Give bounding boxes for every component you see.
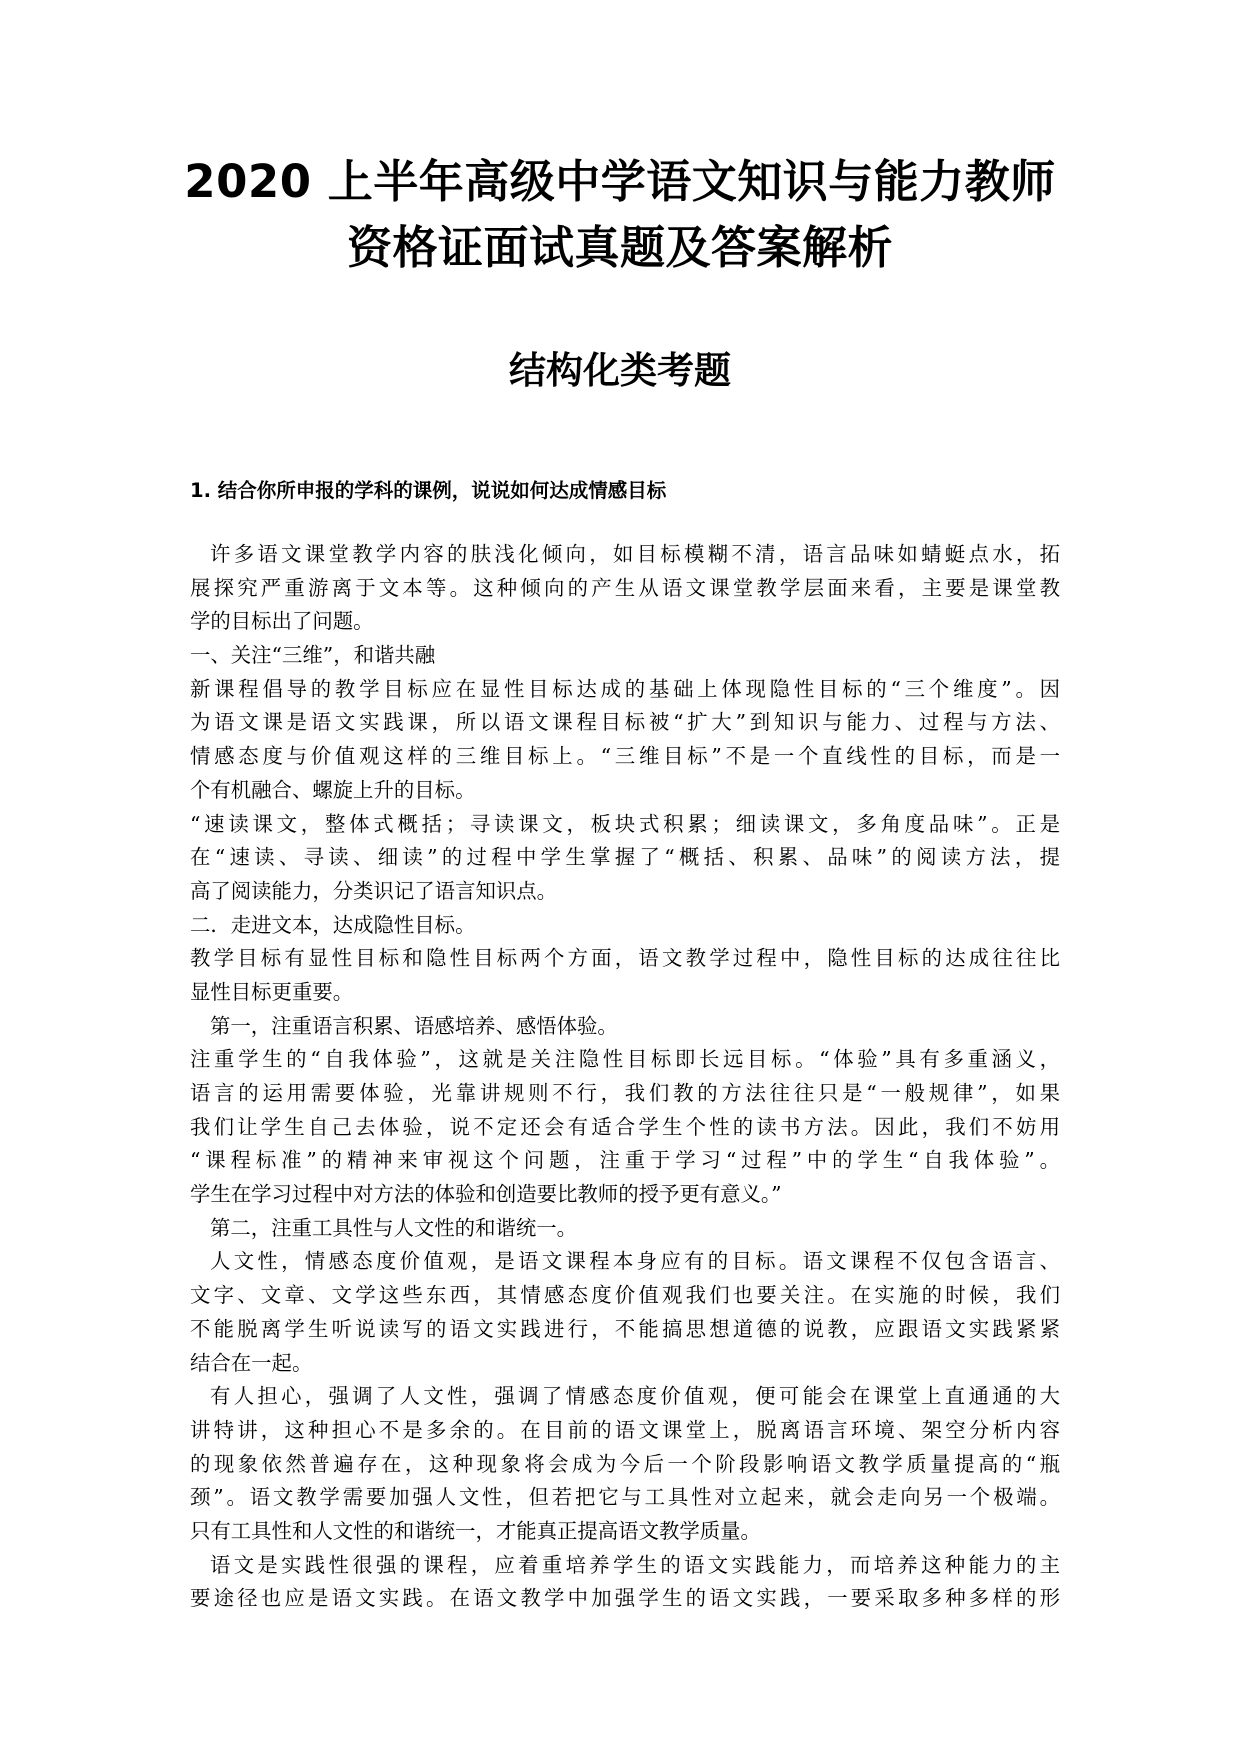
body-line: 语言的运用需要体验，光靠讲规则不行，我们教的方法往往只是“一般规律”，如果 bbox=[190, 1081, 1060, 1105]
body-line: 高了阅读能力，分类识记了语言知识点。 bbox=[190, 878, 558, 903]
body-line: 我们让学生自己去体验，说不定还会有适合学生个性的读书方法。因此，我们不妨用 bbox=[190, 1114, 1060, 1139]
body-line: 语文是实践性很强的课程，应着重培养学生的语文实践能力，而培养这种能力的主 bbox=[210, 1552, 1060, 1577]
body-line: “课程标准”的精神来审视这个问题，注重于学习“过程”中的学生“自我体验”。 bbox=[190, 1148, 1060, 1173]
body-line: 结合在一起。 bbox=[190, 1350, 313, 1375]
body-line: 为语文课是语文实践课，所以语文课程目标被“扩大”到知识与能力、过程与方法、 bbox=[190, 710, 1060, 735]
body-line: 第二，注重工具性与人文性的和谐统一。 bbox=[210, 1215, 578, 1240]
body-line: 有人担心，强调了人文性，强调了情感态度价值观，便可能会在课堂上直通通的大 bbox=[210, 1384, 1060, 1409]
body-line: 一、关注“三维”，和谐共融 bbox=[190, 643, 436, 668]
body-line: 第一，注重语言积累、语感培养、感悟体验。 bbox=[210, 1013, 618, 1038]
answer-body bbox=[190, 538, 1060, 1616]
body-line: 只有工具性和人文性的和谐统一，才能真正提高语文教学质量。 bbox=[190, 1518, 761, 1543]
body-line: 展探究严重游离于文本等。这种倾向的产生从语文课堂教学层面来看，主要是课堂教 bbox=[190, 575, 1060, 600]
body-line: 情感态度与价值观这样的三维目标上。“三维目标”不是一个直线性的目标，而是一 bbox=[190, 744, 1060, 769]
body-line: 注重学生的“自我体验”，这就是关注隐性目标即长远目标。“体验”具有多重涵义， bbox=[190, 1047, 1060, 1072]
document-title-line-2: 资格证面试真题及答案解析 bbox=[346, 221, 893, 274]
body-line: 许多语文课堂教学内容的肤浅化倾向，如目标模糊不清，语言品味如蜻蜓点水，拓 bbox=[210, 542, 1060, 566]
section-title: 结构化类考题 bbox=[509, 349, 731, 392]
body-line: 在“速读、寻读、细读”的过程中学生掌握了“概括、积累、品味”的阅读方法，提 bbox=[190, 845, 1060, 870]
body-line: 文字、文章、文学这些东西，其情感态度价值观我们也要关注。在实施的时候，我们 bbox=[190, 1283, 1060, 1308]
body-line: 显性目标更重要。 bbox=[190, 979, 354, 1004]
document-title-line-1: 2020 上半年高级中学语文知识与能力教师 bbox=[184, 155, 1056, 208]
body-line: 人文性，情感态度价值观，是语文课程本身应有的目标。语文课程不仅包含语言、 bbox=[210, 1249, 1060, 1274]
body-line: 的现象依然普遍存在，这种现象将会成为今后一个阶段影响语文教学质量提高的“瓶 bbox=[190, 1451, 1060, 1476]
body-line: 教学目标有显性目标和隐性目标两个方面，语文教学过程中，隐性目标的达成往往比 bbox=[190, 946, 1060, 971]
body-line: 不能脱离学生听说读写的语文实践进行，不能搞思想道德的说教，应跟语文实践紧紧 bbox=[190, 1316, 1060, 1341]
body-line: 学的目标出了问题。 bbox=[190, 609, 374, 634]
body-line: 颈”。语文教学需要加强人文性，但若把它与工具性对立起来，就会走向另一个极端。 bbox=[190, 1485, 1060, 1510]
body-line: 个有机融合、螺旋上升的目标。 bbox=[190, 777, 476, 802]
body-line: “速读课文，整体式概括；寻读课文，板块式积累；细读课文，多角度品味”。正是 bbox=[190, 811, 1060, 836]
body-line: 要途径也应是语文实践。在语文教学中加强学生的语文实践，一要采取多种多样的形 bbox=[190, 1586, 1060, 1611]
body-line: 讲特讲，这种担心不是多余的。在目前的语文课堂上，脱离语言环境、架空分析内容 bbox=[190, 1417, 1060, 1442]
body-line: 新课程倡导的教学目标应在显性目标达成的基础上体现隐性目标的“三个维度”。因 bbox=[190, 676, 1060, 701]
body-line: 学生在学习过程中对方法的体验和创造要比教师的授予更有意义。” bbox=[190, 1182, 782, 1207]
question-heading: 1. 结合你所申报的学科的课例，说说如何达成情感目标 bbox=[190, 479, 667, 502]
body-line: 二．走进文本，达成隐性目标。 bbox=[190, 912, 476, 937]
